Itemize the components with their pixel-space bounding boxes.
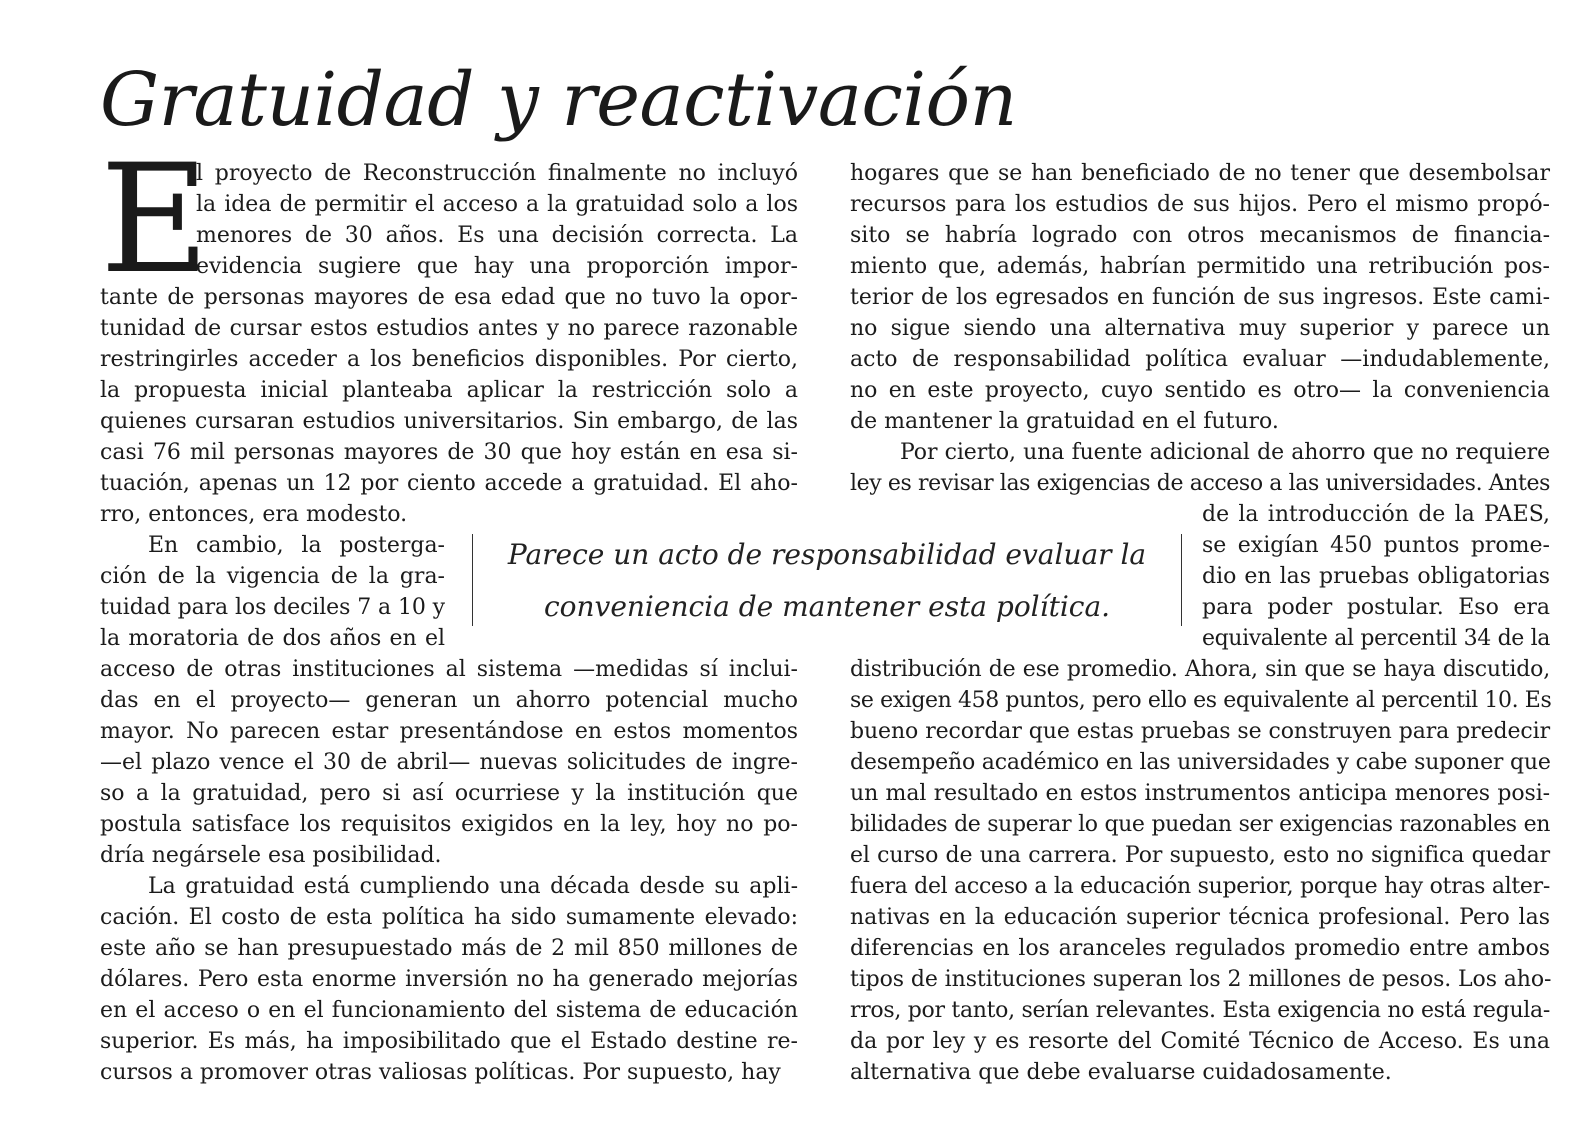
text-line: equivalente al percentil 34 de la (1202, 626, 1550, 651)
text-line: tuidad para los deciles 7 a 10 y (100, 595, 445, 620)
text-line: so a la gratuidad, pero si así ocurriese y la institución que (100, 781, 798, 806)
text-line: para poder postular. Eso era (1202, 595, 1550, 620)
text-line: evidencia sugiere que hay una proporción impor- (196, 254, 798, 279)
text-line: de mantener la gratuidad en el futuro. (850, 409, 1279, 434)
text-line: cursos a promover otras valiosas políticas. Por supuesto, hay (100, 1060, 781, 1085)
text-line: restringirles acceder a los beneficios disponibles. Por cierto, (100, 347, 798, 372)
text-line: acceso de otras instituciones al sistema —medidas sí inclui- (100, 657, 798, 682)
pull-quote-line: conveniencia de mantener esta política. (543, 590, 1111, 623)
text-line: —el plazo vence el 30 de abril— nuevas solicitudes de ingre- (100, 750, 798, 775)
text-line: se exigían 450 puntos prome- (1202, 533, 1550, 558)
text-line: no sigue siendo una alternativa muy superior y parece un (850, 316, 1550, 341)
text-line: la propuesta inicial planteaba aplicar la restricción solo a (100, 378, 798, 403)
text-line: da por ley y es resorte del Comité Técnico de Acceso. Es una (850, 1029, 1550, 1054)
text-line: ción de la vigencia de la gra- (100, 564, 445, 589)
text-line: Por cierto, una fuente adicional de ahorro que no requiere (900, 440, 1550, 465)
pull-quote-line: Parece un acto de responsabilidad evaluar la (507, 538, 1147, 571)
text-line: sito se habría logrado con otros mecanismos de financia- (850, 223, 1550, 248)
drop-cap: E (100, 133, 210, 307)
text-line: cación. El costo de esta política ha sido sumamente elevado: (100, 905, 798, 930)
text-line: este año se han presupuestado más de 2 mil 850 millones de (100, 936, 798, 961)
text-line: l proyecto de Reconstrucción finalmente no incluyó (196, 161, 798, 186)
text-line: tunidad de cursar estos estudios antes y no parece razonable (100, 316, 798, 341)
text-line: el curso de una carrera. Por supuesto, esto no significa quedar (850, 843, 1550, 868)
text-line: dólares. Pero esta enorme inversión no ha generado mejorías (100, 967, 798, 992)
text-line: das en el proyecto— generan un ahorro potencial mucho (100, 688, 798, 713)
text-line: la idea de permitir el acceso a la gratuidad solo a los (196, 192, 798, 217)
text-line: bueno recordar que estas pruebas se construyen para predecir (850, 719, 1550, 744)
text-line: acto de responsabilidad política evaluar —indudablemente, (850, 347, 1550, 372)
text-line: mayor. No parecen estar presentándose en estos momentos (100, 719, 798, 744)
text-line: La gratuidad está cumpliendo una década desde su apli- (148, 874, 798, 899)
text-line: diferencias en los aranceles regulados promedio entre ambos (850, 936, 1550, 961)
text-line: distribución de ese promedio. Ahora, sin que se haya discutido, (850, 657, 1550, 682)
text-line: la moratoria de dos años en el (100, 626, 445, 651)
text-line: rro, entonces, era modesto. (100, 502, 408, 527)
headline: Gratuidad y reactivación (100, 57, 1017, 143)
pull-quote (472, 534, 1182, 626)
text-line: miento que, además, habrían permitido una retribución pos- (850, 254, 1550, 279)
text-line: se exigen 458 puntos, pero ello es equivalente al percentil 10. Es (850, 688, 1552, 713)
text-line: quienes cursaran estudios universitarios. Sin embargo, de las (100, 409, 798, 434)
text-line: rros, por tanto, serían relevantes. Esta exigencia no está regula- (850, 998, 1550, 1023)
text-line: dio en las pruebas obligatorias (1202, 564, 1550, 589)
text-line: ley es revisar las exigencias de acceso a las universidades. Antes (850, 471, 1550, 496)
text-line: desempeño académico en las universidades y cabe suponer que (850, 750, 1551, 775)
text-line: en el acceso o en el funcionamiento del sistema de educación (100, 998, 798, 1023)
text-line: recursos para los estudios de sus hijos. Pero el mismo propó- (850, 192, 1550, 217)
text-line: hogares que se han beneficiado de no tener que desembolsar (850, 161, 1550, 186)
text-line: dría negársele esa posibilidad. (100, 843, 442, 868)
text-line: de la introducción de la PAES, (1202, 502, 1550, 527)
text-line: casi 76 mil personas mayores de 30 que hoy están en esa si- (100, 440, 798, 465)
text-line: En cambio, la posterga- (148, 533, 445, 558)
text-line: no en este proyecto, cuyo sentido es otro— la conveniencia (850, 378, 1550, 403)
text-line: un mal resultado en estos instrumentos anticipa menores posi- (850, 781, 1550, 806)
text-line: tante de personas mayores de esa edad que no tuvo la opor- (100, 285, 798, 310)
text-line: menores de 30 años. Es una decisión correcta. La (196, 223, 798, 248)
text-line: alternativa que debe evaluarse cuidadosamente. (850, 1060, 1392, 1085)
text-line: superior. Es más, ha imposibilitado que el Estado destine re- (100, 1029, 798, 1054)
text-line: fuera del acceso a la educación superior, porque hay otras alter- (850, 874, 1550, 899)
text-line: tipos de instituciones superan los 2 millones de pesos. Los aho- (850, 967, 1552, 992)
text-line: bilidades de superar lo que puedan ser exigencias razonables en (850, 812, 1550, 837)
text-line: tuación, apenas un 12 por ciento accede a gratuidad. El aho- (100, 471, 798, 496)
text-line: nativas en la educación superior técnica profesional. Pero las (850, 905, 1550, 930)
text-line: postula satisface los requisitos exigidos en la ley, hoy no po- (100, 812, 798, 837)
text-line: terior de los egresados en función de sus ingresos. Este cami- (850, 285, 1550, 310)
